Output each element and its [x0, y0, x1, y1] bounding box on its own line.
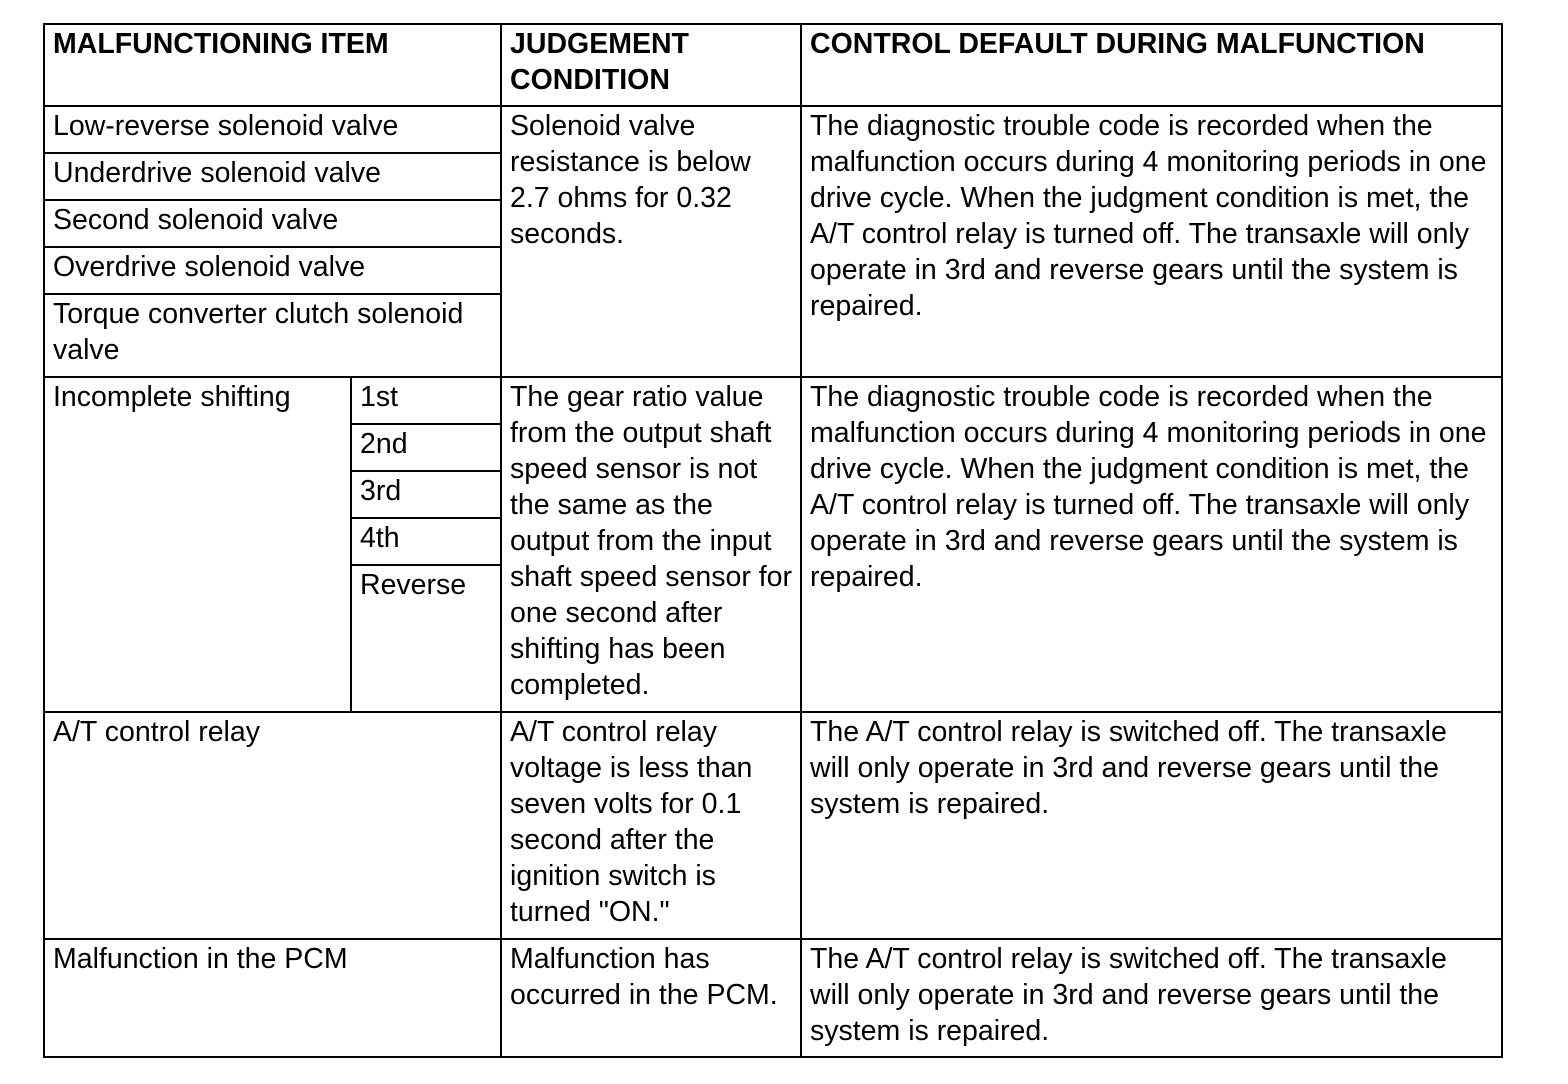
default-cell: The A/T control relay is switched off. The transaxle will only operate in 3rd and reverse gears until the system is repaired.	[801, 712, 1502, 939]
gear-cell: 4th	[351, 518, 501, 565]
table-row	[44, 712, 1502, 939]
item-cell: Underdrive solenoid valve	[44, 153, 501, 200]
gear-cell: 3rd	[351, 471, 501, 518]
item-cell: Overdrive solenoid valve	[44, 247, 501, 294]
header-judgement-condition: JUDGEMENT CONDITION	[501, 24, 801, 106]
condition-cell: Malfunction has occurred in the PCM.	[501, 939, 801, 1057]
default-cell: The A/T control relay is switched off. The transaxle will only operate in 3rd and reverse gears until the system is repaired.	[801, 939, 1502, 1057]
gear-cell: 2nd	[351, 424, 501, 471]
header-control-default: CONTROL DEFAULT DURING MALFUNCTION	[801, 24, 1502, 106]
item-cell: A/T control relay	[44, 712, 501, 939]
table-row	[44, 106, 1502, 153]
item-cell: Incomplete shifting	[44, 377, 351, 712]
item-cell: Second solenoid valve	[44, 200, 501, 247]
table-row	[44, 377, 1502, 424]
default-cell: The diagnostic trouble code is recorded when the malfunction occurs during 4 monitoring periods in one drive cycle. When the judgment condition is met, the A/T control relay is turned off. The transaxle will only operate in 3rd and reverse gears until the system is repaired.	[801, 377, 1502, 712]
header-malfunctioning-item: MALFUNCTIONING ITEM	[44, 24, 501, 106]
gear-cell: Reverse	[351, 565, 501, 712]
malfunction-table	[43, 23, 1503, 1058]
item-cell: Malfunction in the PCM	[44, 939, 501, 1057]
table-row	[44, 939, 1502, 1057]
default-cell: The diagnostic trouble code is recorded when the malfunction occurs during 4 monitoring periods in one drive cycle. When the judgment condition is met, the A/T control relay is turned off. The transaxle will only operate in 3rd and reverse gears until the system is repaired.	[801, 106, 1502, 377]
gear-cell: 1st	[351, 377, 501, 424]
header-row	[44, 24, 1502, 106]
item-cell: Torque converter clutch solenoid valve	[44, 294, 501, 377]
item-cell: Low-reverse solenoid valve	[44, 106, 501, 153]
condition-cell: A/T control relay voltage is less than seven volts for 0.1 second after the ignition switch is turned "ON."	[501, 712, 801, 939]
condition-cell: The gear ratio value from the output shaft speed sensor is not the same as the output from the input shaft speed sensor for one second after shifting has been completed.	[501, 377, 801, 712]
condition-cell: Solenoid valve resistance is below 2.7 ohms for 0.32 seconds.	[501, 106, 801, 377]
